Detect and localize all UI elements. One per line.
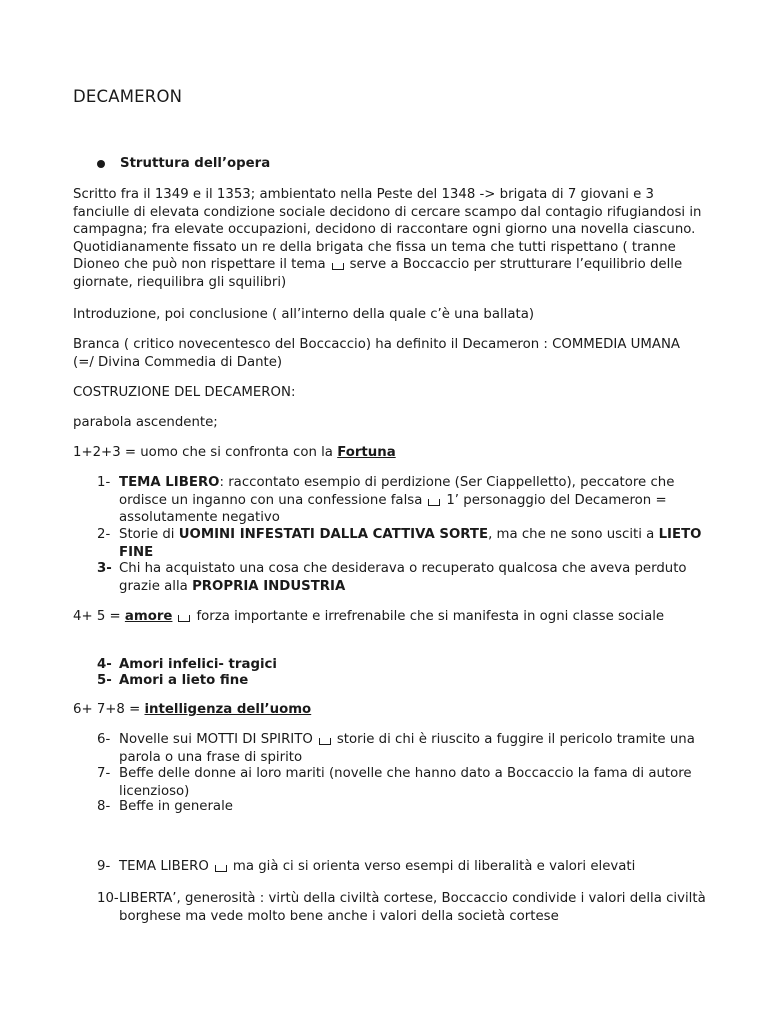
arrow-icon <box>428 499 440 506</box>
arrow-icon <box>319 738 331 745</box>
list-item-4: 4- Amori infelici- tragici <box>97 657 277 672</box>
document-title: DECAMERON <box>73 87 183 106</box>
arrow-icon <box>178 615 190 622</box>
list-item-10: 10- LIBERTA’, generosità : virtù della civiltà cortese, Boccaccio condivide i valori della civiltà borghese ma vede molto bene anche i valori della società cortese <box>97 891 706 924</box>
bullet-icon <box>97 160 105 168</box>
list-item-3: 3- Chi ha acquistato una cosa che desiderava o recuperato qualcosa che aveva perduto grazie alla PROPRIA INDUSTRIA <box>97 561 687 594</box>
list-item-5: 5- Amori a lieto fine <box>97 673 249 688</box>
group-fortuna: 1+2+3 = uomo che si confronta con la Fortuna <box>73 445 396 460</box>
list-item-9: 9- TEMA LIBERO ma già ci si orienta verso esempi di liberalità e valori elevati <box>97 859 636 874</box>
list-item-7: 7- Beffe delle donne ai loro mariti (novelle che hanno dato a Boccaccio la fama di autore licenzioso) <box>97 766 692 799</box>
arrow-icon <box>215 865 227 872</box>
list-item-8: 8- Beffe in generale <box>97 799 233 814</box>
group-intelligenza: 6+ 7+8 = intelligenza dell’uomo <box>73 702 312 717</box>
paragraph-branca: Branca ( critico novecentesco del Boccaccio) ha definito il Decameron : COMMEDIA UMANA (=/ Divina Commedia di Dante) <box>73 337 680 370</box>
paragraph-introduzione: Introduzione, poi conclusione ( all’interno della quale c’è una ballata) <box>73 307 535 322</box>
list-item-1: 1- TEMA LIBERO: raccontato esempio di perdizione (Ser Ciappelletto), peccatore che ordisce un inganno con una confessione falsa 1’ personaggio del Decameron = assolutamente negativo <box>97 475 675 525</box>
arrow-icon <box>332 263 344 270</box>
paragraph-costruzione: COSTRUZIONE DEL DECAMERON: <box>73 385 296 400</box>
list-item-6: 6- Novelle sui MOTTI DI SPIRITO storie di chi è riuscito a fuggire il pericolo tramite una parola o una frase di spirito <box>97 732 695 765</box>
section-heading: Struttura dell’opera <box>120 156 271 171</box>
paragraph-parabola: parabola ascendente; <box>73 415 218 430</box>
paragraph-intro: Scritto fra il 1349 e il 1353; ambientato nella Peste del 1348 -> brigata di 7 giovani e 3 fanciulle di elevata condizione sociale decidono di cercare scampo dal contagio rifugiandosi in campagna; fra elevate occupazioni, decidono di raccontare ogni giorno una novella ciascuno. Quotidianamente fissato un re della brigata che fissa un tema che tutti rispettano ( tranne Dioneo che può non rispettare il tema serve a Boccaccio per strutturare l’equilibrio delle giornate, riequilibra gli squilibri) <box>73 187 702 290</box>
group-amore: 4+ 5 = amore forza importante e irrefrenabile che si manifesta in ogni classe sociale <box>73 609 665 624</box>
list-item-2: 2- Storie di UOMINI INFESTATI DALLA CATTIVA SORTE, ma che ne sono usciti a LIETO FINE <box>97 527 702 560</box>
